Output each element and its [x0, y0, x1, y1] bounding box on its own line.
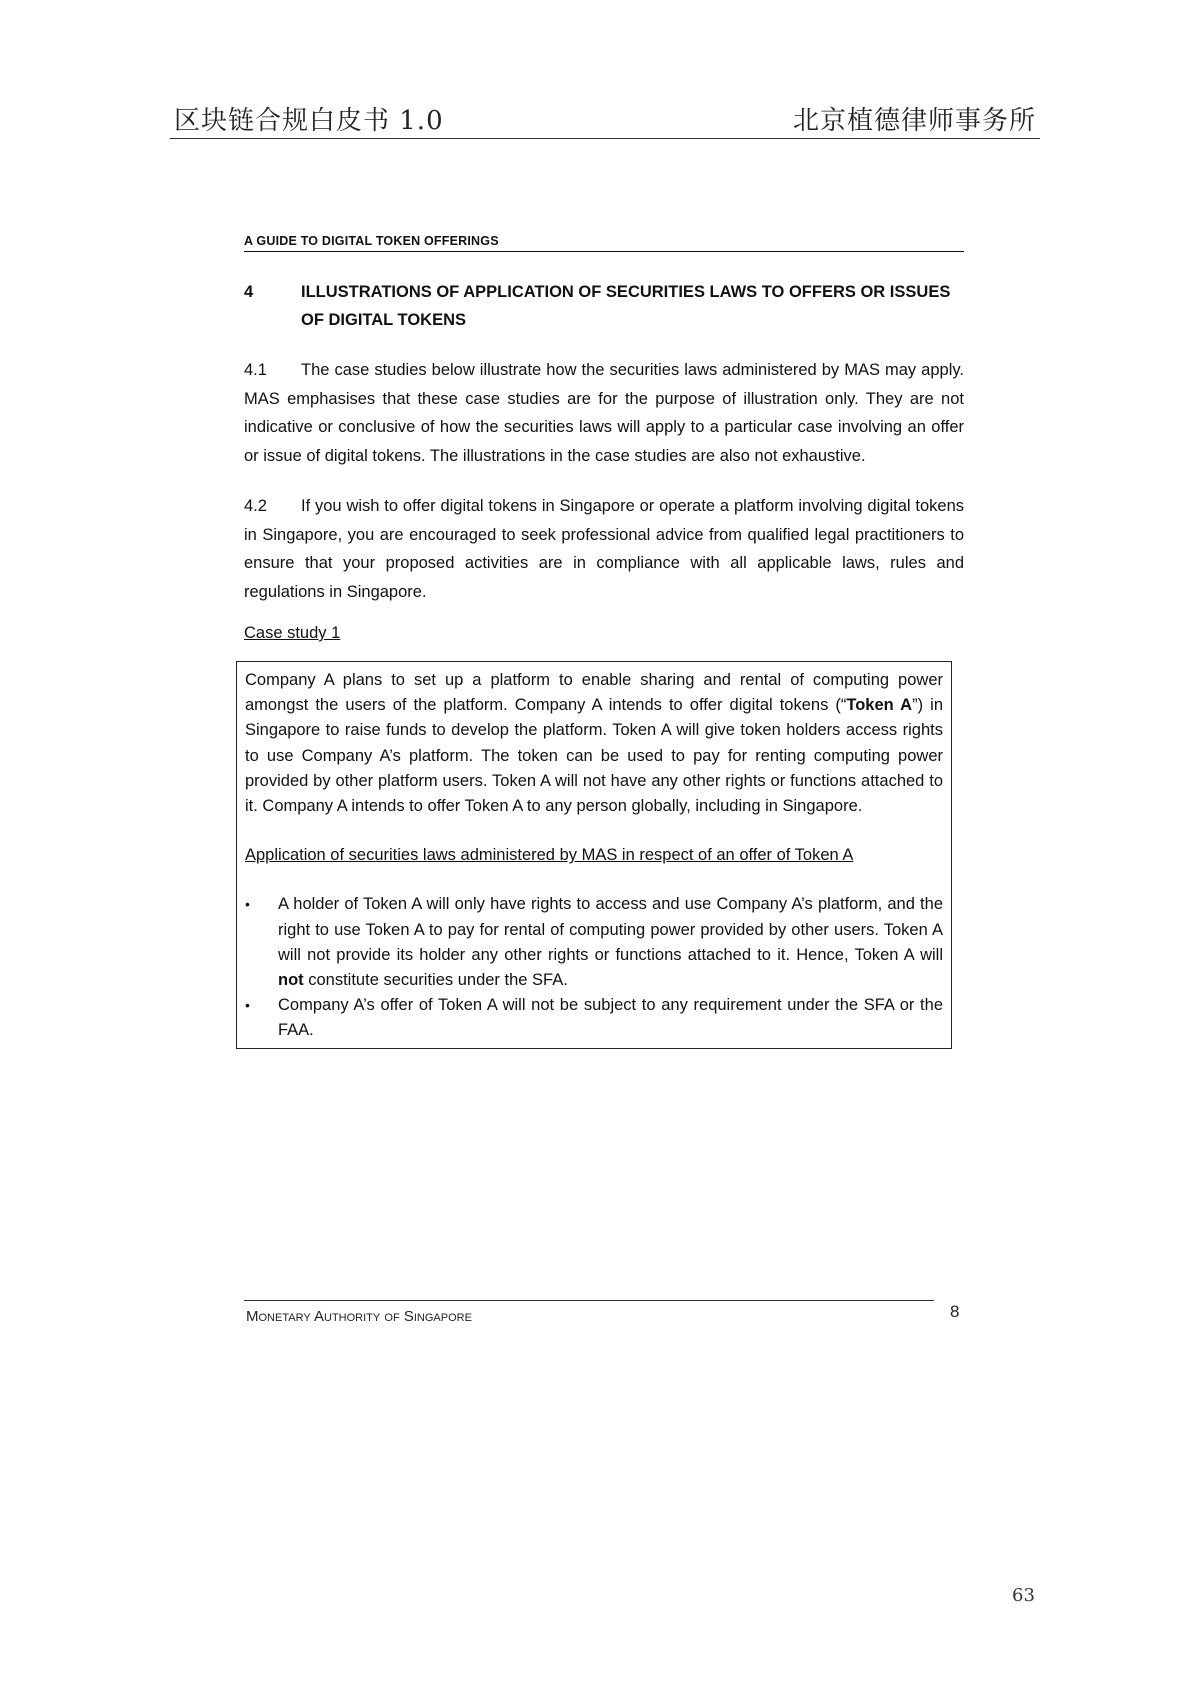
embedded-document-page	[244, 234, 964, 1049]
defined-term: Token A	[846, 696, 913, 715]
paragraph-number: 4.1	[244, 361, 267, 379]
footer-organization: Monetary Authority of Singapore	[246, 1308, 472, 1325]
paragraph-number: 4.2	[244, 497, 267, 515]
case-desc-text: Company A plans to set up a platform to enable sharing and rental of computing power amongst the users of the platform. Company A intends to offer digital tokens (“	[245, 671, 943, 715]
whitepaper-header	[170, 100, 1040, 139]
bullet-text: constitute securities under the SFA.	[303, 971, 568, 990]
list-item	[245, 892, 943, 993]
list-item-text: Company A’s offer of Token A will not be subject to any requirement under the SFA or the FAA.	[278, 996, 943, 1040]
law-firm-name: 北京植德律师事务所	[792, 106, 1036, 136]
paragraph-text: If you wish to offer digital tokens in Singapore or operate a platform involving digital tokens in Singapore, you are encouraged to seek professional advice from qualified legal practitioners to ensure that your proposed activities are in compliance with all applicable laws, rules and regulations in Singapore.	[244, 497, 964, 601]
whitepaper-title: 区块链合规白皮书 1.0	[174, 106, 444, 136]
case-study-box	[236, 661, 952, 1049]
application-list	[245, 892, 943, 1043]
document-page-number: 8	[950, 1302, 960, 1321]
footer-rule	[244, 1300, 934, 1301]
running-head: A GUIDE TO DIGITAL TOKEN OFFERINGS	[244, 234, 964, 252]
paragraph-text: The case studies below illustrate how the securities laws administered by MAS may apply. MAS emphasises that these case studies are for the purpose of illustration only. They are not indicative or conclusive of how the securities laws will apply to a particular case involving an offer or issue of digital tokens. The illustrations in the case studies are also not exhaustive.	[244, 361, 964, 465]
section-heading	[244, 278, 964, 334]
case-study-description	[245, 668, 943, 819]
application-heading: Application of securities laws administered by MAS in respect of an offer of Token A	[245, 846, 854, 865]
paragraph-4-2	[244, 492, 964, 606]
section-number: 4	[244, 283, 254, 301]
bullet-icon: •	[245, 896, 250, 913]
paragraph-4-1	[244, 356, 964, 470]
section-title: ILLUSTRATIONS OF APPLICATION OF SECURITIES LAWS TO OFFERS OR ISSUES OF DIGITAL TOKENS	[301, 283, 951, 329]
bullet-icon: •	[245, 997, 250, 1014]
list-item-text	[278, 892, 943, 993]
bullet-text: A holder of Token A will only have rights to access and use Company A’s platform, and the right to use Token A to pay for rental of computing power provided by other users. Token A will not provide its holder any other rights or functions attached to it. Hence, Token A will	[278, 895, 943, 964]
page-number: 63	[1012, 1585, 1035, 1606]
case-desc-text: ”) in Singapore to raise funds to develop the platform. Token A will give token holders access rights to use Company A’s platform. The token can be used to pay for renting computing power provided by other platform users. Token A will not have any other rights or functions attached to it. Company A intends to offer Token A to any person globally, including in Singapore.	[245, 696, 943, 816]
list-item	[245, 993, 943, 1043]
case-study-label: Case study 1	[244, 624, 341, 642]
emphasis: not	[278, 971, 304, 990]
document-footer	[244, 1300, 960, 1325]
